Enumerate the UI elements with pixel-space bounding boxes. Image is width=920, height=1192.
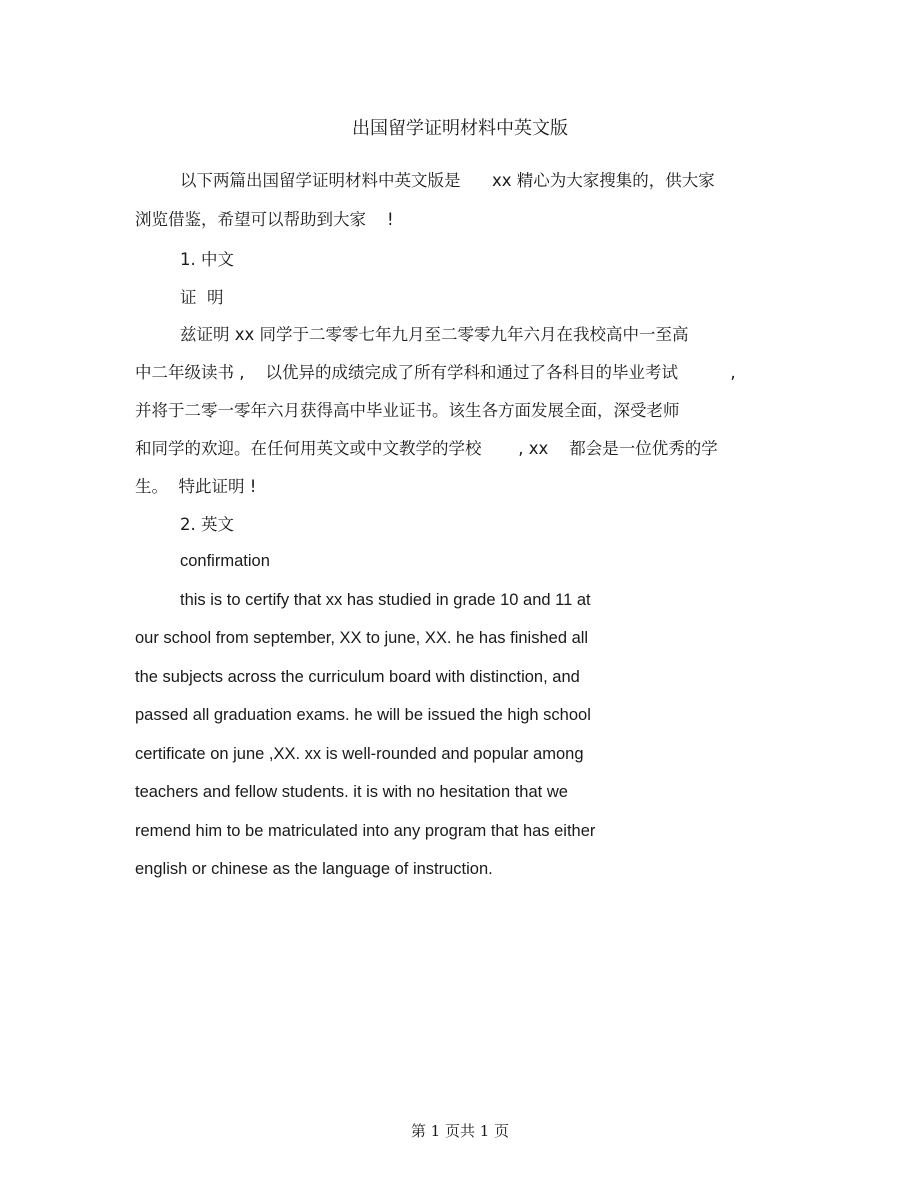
- english-body-line-5: certificate on june ,XX. xx is well-rounded and popular among: [135, 745, 584, 763]
- intro-line-1: 以下两篇出国留学证明材料中英文版是 xx 精心为大家搜集的，供大家: [180, 171, 715, 190]
- section-heading-chinese: 1. 中文: [180, 250, 234, 269]
- chinese-body-line-1: 兹证明 xx 同学于二零零七年九月至二零零九年六月在我校高中一至高: [180, 325, 689, 344]
- intro-line-2: 浏览借鉴，希望可以帮助到大家 !: [135, 210, 394, 229]
- english-body-line-6: teachers and fellow students. it is with no hesitation that we: [135, 783, 568, 801]
- chinese-body-line-5: 生。 特此证明 !: [135, 477, 257, 496]
- english-body-line-4: passed all graduation exams. he will be issued the high school: [135, 706, 591, 724]
- english-body-line-2: our school from september, XX to june, XX. he has finished all: [135, 629, 589, 647]
- english-body-line-3: the subjects across the curriculum board with distinction, and: [135, 668, 580, 686]
- document-title: 出国留学证明材料中英文版: [352, 118, 568, 139]
- chinese-certificate-title: 证 明: [180, 288, 224, 307]
- english-body-line-8: english or chinese as the language of instruction.: [135, 860, 493, 878]
- english-body-line-7: remend him to be matriculated into any program that has either: [135, 822, 596, 840]
- english-certificate-title: confirmation: [180, 552, 270, 570]
- section-heading-english: 2. 英文: [180, 515, 234, 534]
- page-footer: 第 1 页共 1 页: [410, 1122, 510, 1140]
- chinese-body-line-3: 并将于二零一零年六月获得高中毕业证书。该生各方面发展全面，深受老师: [135, 401, 680, 420]
- english-body-line-1: this is to certify that xx has studied in grade 10 and 11 at: [180, 591, 591, 609]
- chinese-body-line-4: 和同学的欢迎。在任何用英文或中文教学的学校 , xx 都会是一位优秀的学: [135, 439, 718, 458]
- chinese-body-line-2: 中二年级读书 , 以优异的成绩完成了所有学科和通过了各科目的毕业考试 ,: [135, 363, 736, 382]
